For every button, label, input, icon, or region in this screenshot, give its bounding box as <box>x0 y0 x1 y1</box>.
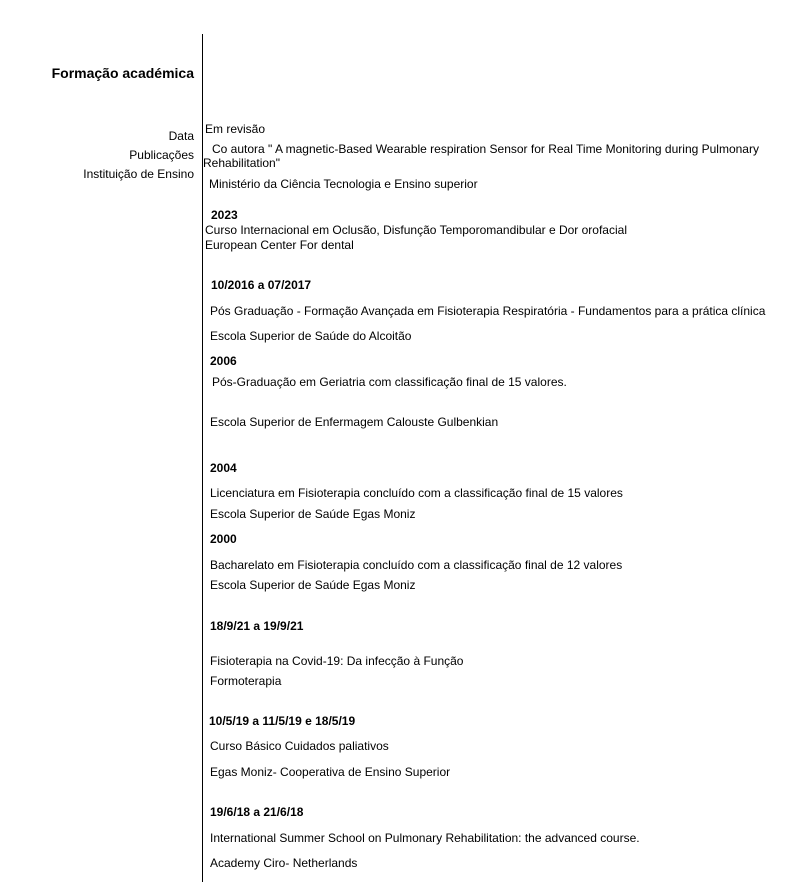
entry-date: 2004 <box>210 461 237 475</box>
entry-line: Ministério da Ciência Tecnologia e Ensino superior <box>209 177 478 191</box>
entry-line: Formoterapia <box>210 674 282 688</box>
label-data: Data <box>168 129 194 143</box>
entry-line: Escola Superior de Saúde do Alcoitão <box>210 329 412 343</box>
label-instituicao: Instituição de Ensino <box>83 167 194 181</box>
entry-date: 2006 <box>210 354 237 368</box>
section-title: Formação académica <box>51 65 194 81</box>
entry-line: European Center For dental <box>205 238 354 252</box>
entry-line: Pós Graduação - Formação Avançada em Fisioterapia Respiratória - Fundamentos para a prática clínica <box>210 304 766 318</box>
entry-line: Escola Superior de Saúde Egas Moniz <box>210 507 416 521</box>
entry-date: 2023 <box>211 208 238 222</box>
entry-date: 19/6/18 a 21/6/18 <box>210 805 304 819</box>
entry-date: Em revisão <box>205 122 266 136</box>
entry-line: Curso Básico Cuidados paliativos <box>210 739 389 753</box>
entry-date: 10/2016 a 07/2017 <box>211 278 312 292</box>
entry-line: Egas Moniz- Cooperativa de Ensino Superior <box>210 765 451 779</box>
entry-line: Curso Internacional em Oclusão, Disfunção Temporomandibular e Dor orofacial <box>205 223 627 237</box>
entry-line: Fisioterapia na Covid-19: Da infecção à Função <box>210 654 464 668</box>
entry-line: Licenciatura em Fisioterapia concluído com a classificação final de 15 valores <box>210 486 623 500</box>
entry-line: Escola Superior de Saúde Egas Moniz <box>210 578 416 592</box>
entry-line: Pós-Graduação em Geriatria com classificação final de 15 valores. <box>212 375 567 389</box>
entry-line: Academy Ciro- Netherlands <box>210 856 358 870</box>
field-labels <box>83 127 194 184</box>
entry-date: 10/5/19 a 11/5/19 e 18/5/19 <box>209 714 356 728</box>
entry-date: 2000 <box>210 532 237 546</box>
label-publicacoes: Publicações <box>129 148 194 162</box>
entry-date: 18/9/21 a 19/9/21 <box>210 619 304 633</box>
entry-line: Escola Superior de Enfermagem Calouste Gulbenkian <box>210 415 499 429</box>
entry-line: International Summer School on Pulmonary Rehabilitation: the advanced course. <box>210 831 640 845</box>
entry-line: Co autora " A magnetic-Based Wearable respiration Sensor for Real Time Monitoring during Pulmonary <box>212 142 759 156</box>
entry-line: Bacharelato em Fisioterapia concluído com a classificação final de 12 valores <box>210 558 623 572</box>
entry-line: Rehabilitation" <box>203 156 280 170</box>
